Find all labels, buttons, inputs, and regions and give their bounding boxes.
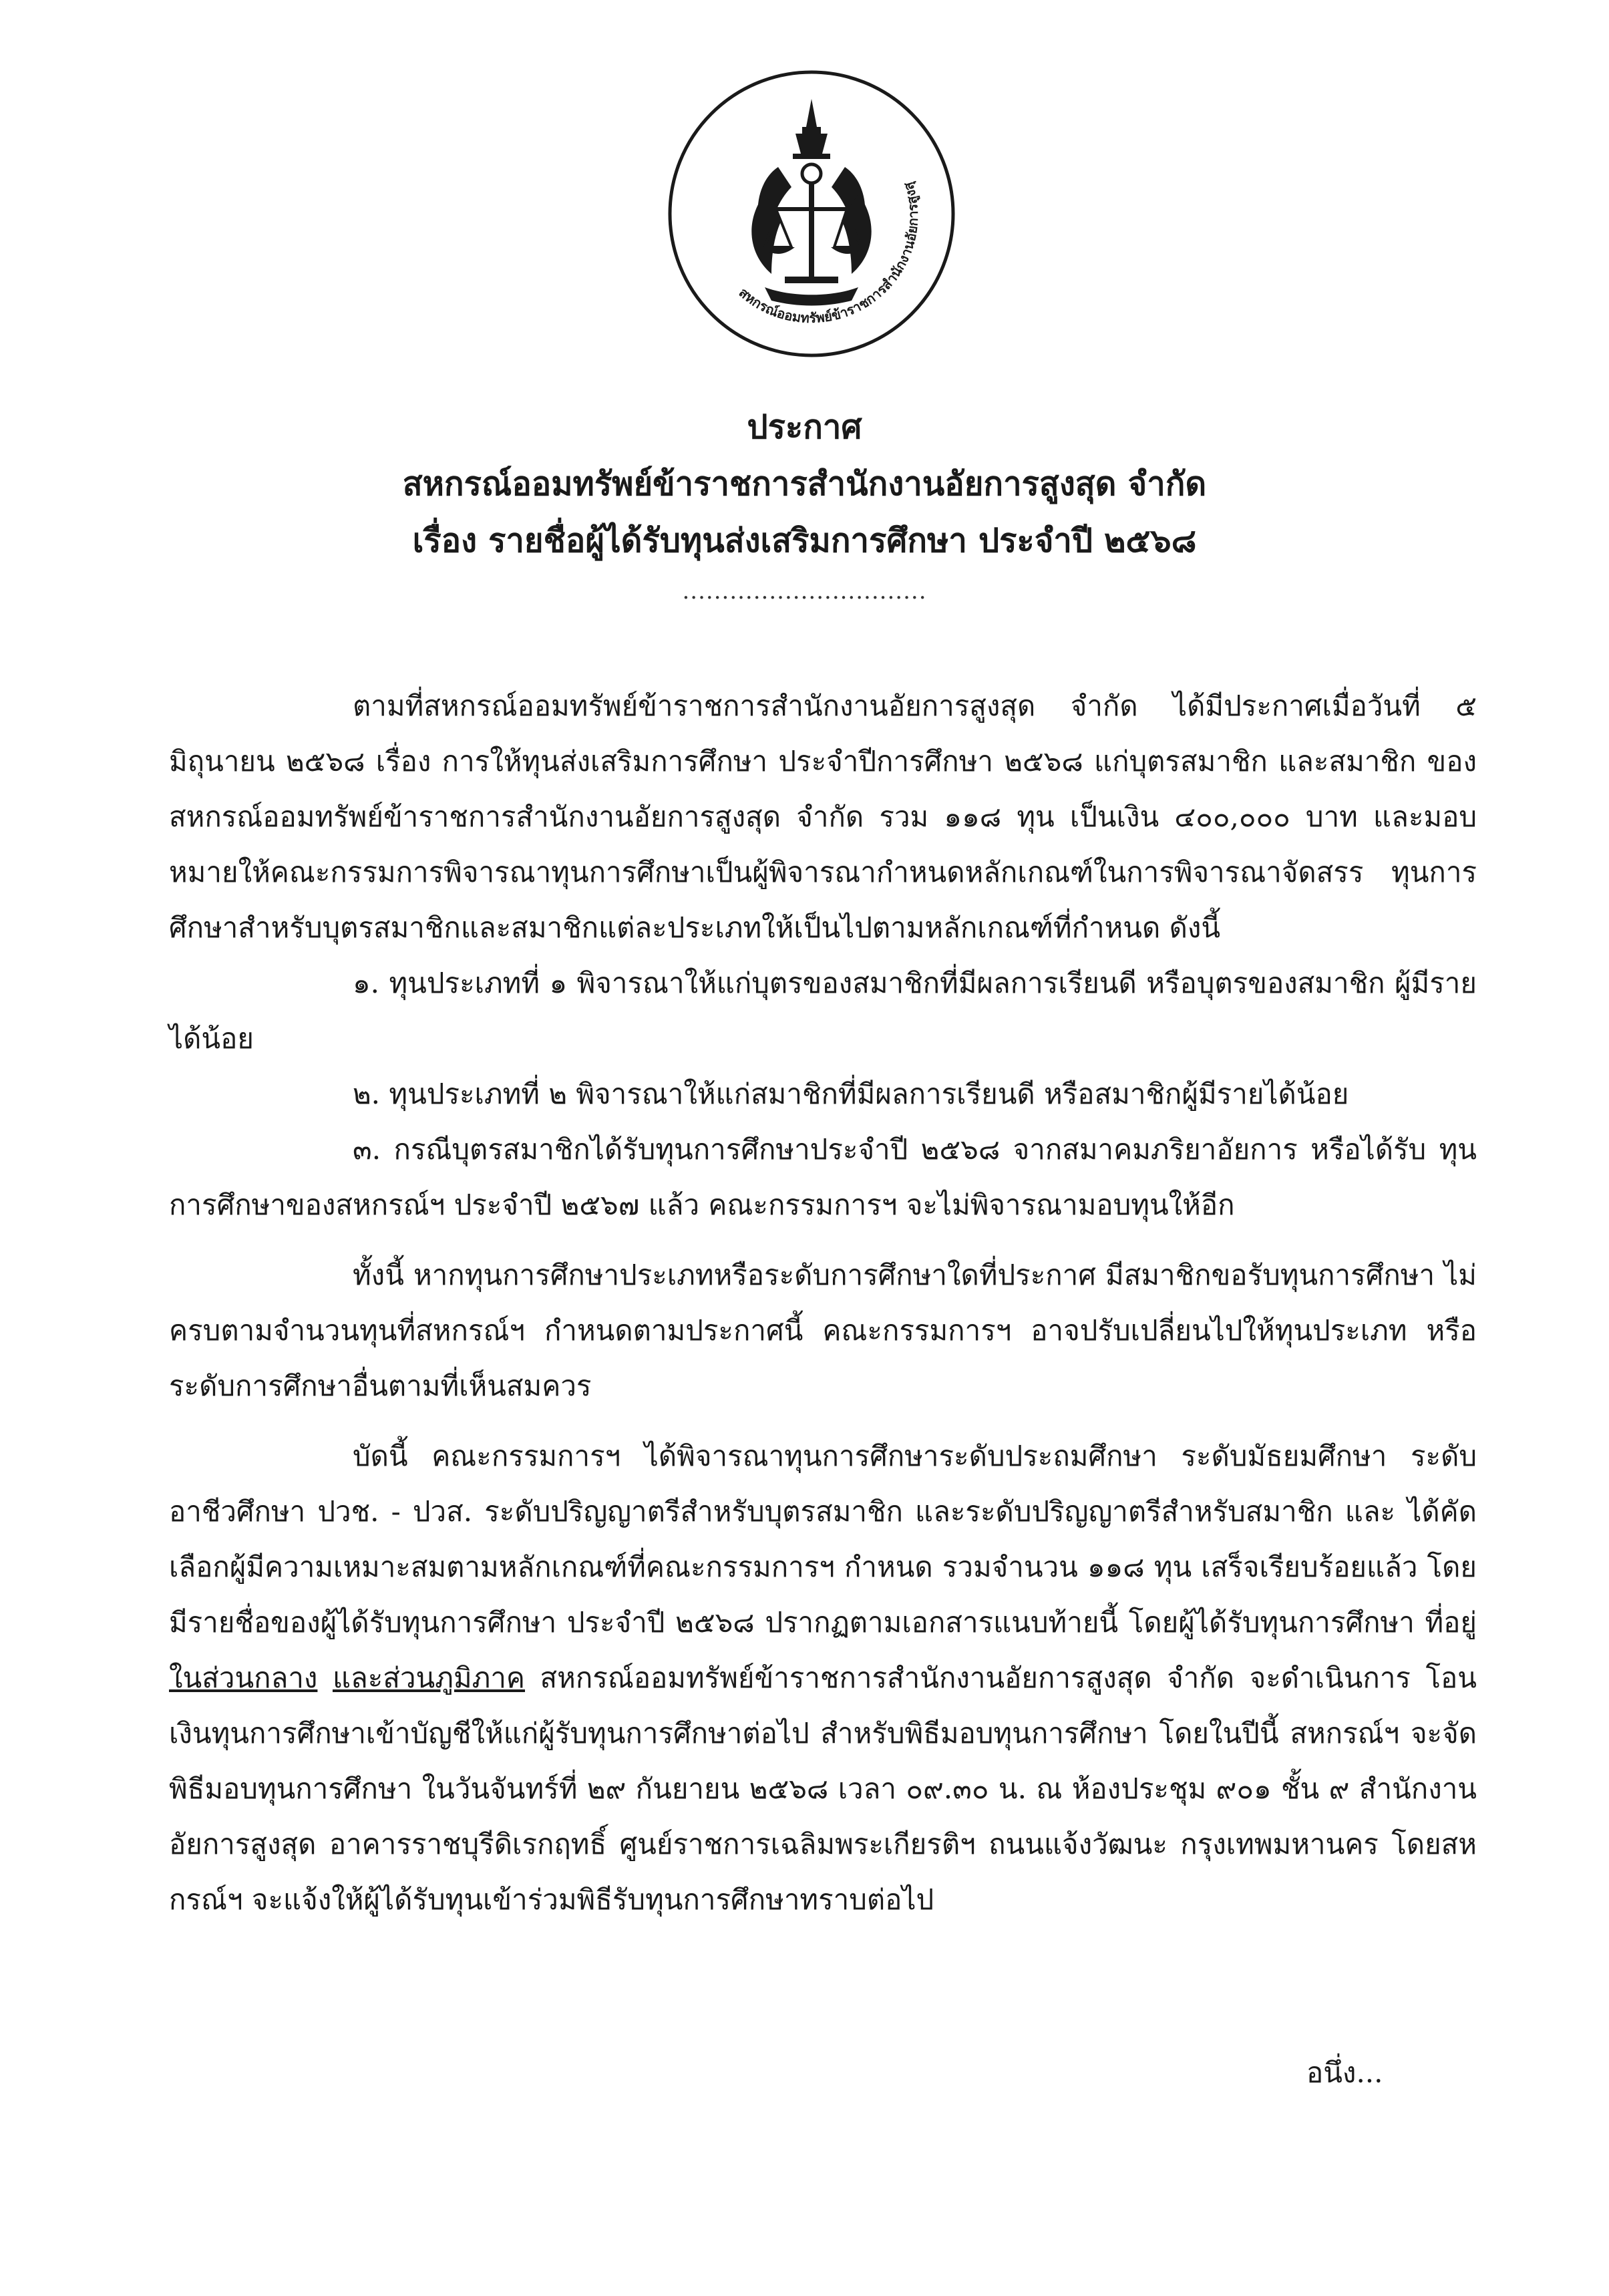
- cooperative-seal: [665, 67, 958, 361]
- seal-emblem-icon: [665, 67, 958, 361]
- criteria-item-1: ๑. ทุนประเภทที่ ๑ พิจารณาให้แก่บุตรของสมาชิกที่มีผลการเรียนดี หรือบุตรของสมาชิก ผู้มีรายได้น้อย: [169, 967, 1477, 1055]
- selection-paragraph: [169, 1428, 1477, 1927]
- announcement-title: ประกาศ: [747, 407, 862, 446]
- organization-name: สหกรณ์ออมทรัพย์ข้าราชการสำนักงานอัยการสูงสุด จำกัด: [402, 464, 1207, 503]
- reallocation-paragraph: ทั้งนี้ หากทุนการศึกษาประเภทหรือระดับการศึกษาใดที่ประกาศ มีสมาชิกขอรับทุนการศึกษา ไม่ครบตามจำนวนทุนที่สหกรณ์ฯ กำหนดตามประกาศนี้ คณะกรรมการฯ อาจปรับเปลี่ยนไปให้ทุนประเภท หรือระดับการศึกษาอื่นตามที่เห็นสมควร: [169, 1259, 1477, 1402]
- body-block-1: [169, 678, 1477, 1927]
- svg-text:สหกรณ์ออมทรัพย์ข้าราชการสำนักง: [665, 67, 922, 326]
- selection-text-a: บัดนี้ คณะกรรมการฯ ได้พิจารณาทุนการศึกษาระดับประถมศึกษา ระดับมัธยมศึกษา ระดับอาชีวศึกษา ปวช. - ปวส. ระดับปริญญาตรีสำหรับบุตรสมาชิก และระดับปริญญาตรีสำหรับสมาชิก และ ได้คัดเลือกผู้มีความเหมาะสมตามหลักเกณฑ์ที่คณะกรรมการฯ กำหนด รวมจำนวน ๑๑๘ ทุน เสร็จเรียบร้อยแล้ว โดยมีรายชื่อของผู้ได้รับทุนการศึกษา ประจำปี ๒๕๖๘ ปรากฏตามเอกสารแนบท้ายนี้ โดยผู้ได้รับทุนการศึกษา ที่อยู่: [169, 1440, 1477, 1639]
- underlined-central: ในส่วนกลาง: [169, 1661, 318, 1694]
- continuation-marker: อนึ่ง...: [1306, 2056, 1383, 2089]
- selection-text-b: [317, 1661, 333, 1694]
- criteria-item-3: ๓. กรณีบุตรสมาชิกได้รับทุนการศึกษาประจำปี ๒๕๖๘ จากสมาคมภริยาอัยการ หรือได้รับ ทุนการศึกษาของสหกรณ์ฯ ประจำปี ๒๕๖๗ แล้ว คณะกรรมการฯ จะไม่พิจารณามอบทุนให้อีก: [169, 1133, 1477, 1221]
- announcement-subject: เรื่อง รายชื่อผู้ได้รับทุนส่งเสริมการศึกษา ประจำปี ๒๕๖๘: [412, 521, 1197, 560]
- intro-paragraph: ตามที่สหกรณ์ออมทรัพย์ข้าราชการสำนักงานอัยการสูงสุด จำกัด ได้มีประกาศเมื่อวันที่ ๕ มิถุนายน ๒๕๖๘ เรื่อง การให้ทุนส่งเสริมการศึกษา ประจำปีการศึกษา ๒๕๖๘ แก่บุตรสมาชิก และสมาชิก ของสหกรณ์ออมทรัพย์ข้าราชการสำนักงานอัยการสูงสุด จำกัด รวม ๑๑๘ ทุน เป็นเงิน ๔๐๐,๐๐๐ บาท และมอบหมายให้คณะกรรมการพิจารณาทุนการศึกษาเป็นผู้พิจารณากำหนดหลักเกณฑ์ในการพิจารณาจัดสรร ทุนการศึกษาสำหรับบุตรสมาชิกและสมาชิกแต่ละประเภทให้เป็นไปตามหลักเกณฑ์ที่กำหนด ดังนี้: [169, 689, 1477, 944]
- selection-text-c: สหกรณ์ออมทรัพย์ข้าราชการสำนักงานอัยการสูงสุด จำกัด จะดำเนินการ โอนเงินทุนการศึกษาเข้าบัญชีให้แก่ผู้รับทุนการศึกษาต่อไป สำหรับพิธีมอบทุนการศึกษา โดยในปีนี้ สหกรณ์ฯ จะจัดพิธีมอบทุนการศึกษา ในวันจันทร์ที่ ๒๙ กันยายน ๒๕๖๘ เวลา ๐๙.๓๐ น. ณ ห้องประชุม ๙๐๑ ชั้น ๙ สำนักงานอัยการสูงสุด อาคารราชบุรีดิเรกฤทธิ์ ศูนย์ราชการเฉลิมพระเกียรติฯ ถนนแจ้งวัฒนะ กรุงเทพมหานคร โดยสหกรณ์ฯ จะแจ้งให้ผู้ได้รับทุนเข้าร่วมพิธีรับทุนการศึกษาทราบต่อไป: [169, 1661, 1477, 1916]
- seal-arc-text: สหกรณ์ออมทรัพย์ข้าราชการสำนักงานอัยการสูงสุ: [735, 180, 922, 326]
- criteria-item-2: ๒. ทุนประเภทที่ ๒ พิจารณาให้แก่สมาชิกที่มีผลการเรียนดี หรือสมาชิกผู้มีรายได้น้อย: [353, 1078, 1349, 1110]
- underlined-regional: และส่วนภูมิภาค: [332, 1661, 526, 1694]
- title-divider: ...............................: [682, 578, 927, 605]
